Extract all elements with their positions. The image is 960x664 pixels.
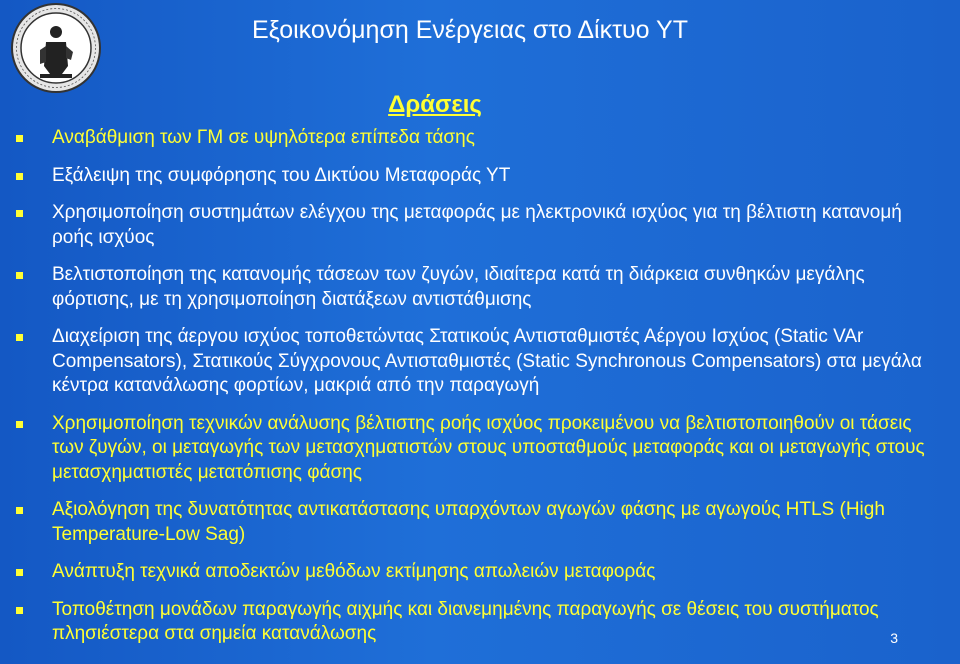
- bullet-text: Χρησιμοποίηση τεχνικών ανάλυσης βέλτιστης ροής ισχύος προκειμένου να βελτιστοποιηθούν οι τάσεις των ζυγών, οι μεταγωγής των μετασχηματιστών στους υποσταθμούς μεταφοράς και οι μεταγωγής στους μετασχηματιστές μετατόπισης φάσης: [52, 412, 925, 483]
- square-bullet-icon: [16, 507, 23, 514]
- bullet-item: [14, 412, 944, 486]
- bullet-item: [14, 598, 944, 647]
- bullet-item: [14, 263, 944, 312]
- square-bullet-icon: [16, 272, 23, 279]
- university-seal-logo: [10, 2, 102, 94]
- page-number: 3: [890, 630, 898, 646]
- bullet-text: Διαχείριση της άεργου ισχύος τοποθετώντας Στατικούς Αντισταθμιστές Αέργου Ισχύος (Static VAr Compensators), Στατικούς Σύγχρονους Αντισταθμιστές (Static Synchronous Compensators) στα μεγάλα κέντρα κατανάλωσης φορτίων, μακριά από την παραγωγή: [52, 326, 922, 396]
- bullet-text: Ανάπτυξη τεχνικά αποδεκτών μεθόδων εκτίμησης απωλειών μεταφοράς: [52, 561, 656, 582]
- square-bullet-icon: [16, 607, 23, 614]
- square-bullet-icon: [16, 334, 23, 341]
- square-bullet-icon: [16, 210, 23, 217]
- bullet-item: [14, 164, 944, 189]
- bullet-item: [14, 126, 944, 151]
- section-heading: Δράσεις: [388, 91, 482, 118]
- square-bullet-icon: [16, 421, 23, 428]
- square-bullet-icon: [16, 173, 23, 180]
- bullet-text: Αξιολόγηση της δυνατότητας αντικατάστασης υπαρχόντων αγωγών φάσης με αγωγούς HTLS (High Temperature-Low Sag): [52, 499, 885, 545]
- bullet-item: [14, 325, 944, 399]
- bullet-list: [14, 126, 944, 660]
- bullet-text: Χρησιμοποίηση συστημάτων ελέγχου της μεταφοράς με ηλεκτρονικά ισχύος για τη βέλτιστη κατανομή ροής ισχύος: [52, 202, 902, 248]
- bullet-item: [14, 560, 944, 585]
- bullet-item: [14, 201, 944, 250]
- bullet-item: [14, 498, 944, 547]
- bullet-text: Εξάλειψη της συμφόρησης του Δικτύου Μεταφοράς ΥΤ: [52, 164, 511, 186]
- bullet-text: Τοποθέτηση μονάδων παραγωγής αιχμής και διανεμημένης παραγωγής σε θέσεις του συστήματος πλησιέστερα στα σημεία κατανάλωσης: [52, 598, 879, 644]
- square-bullet-icon: [16, 569, 23, 576]
- square-bullet-icon: [16, 135, 23, 142]
- bullet-text: Αναβάθμιση των ΓΜ σε υψηλότερα επίπεδα τάσης: [52, 127, 475, 148]
- bullet-text: Βελτιστοποίηση της κατανομής τάσεων των ζυγών, ιδιαίτερα κατά τη διάρκεια συνθηκών μεγάλης φόρτισης, με τη χρησιμοποίηση διατάξεων αντιστάθμισης: [52, 264, 865, 310]
- slide-title: Εξοικονόμηση Ενέργειας στο Δίκτυο ΥΤ: [252, 16, 688, 44]
